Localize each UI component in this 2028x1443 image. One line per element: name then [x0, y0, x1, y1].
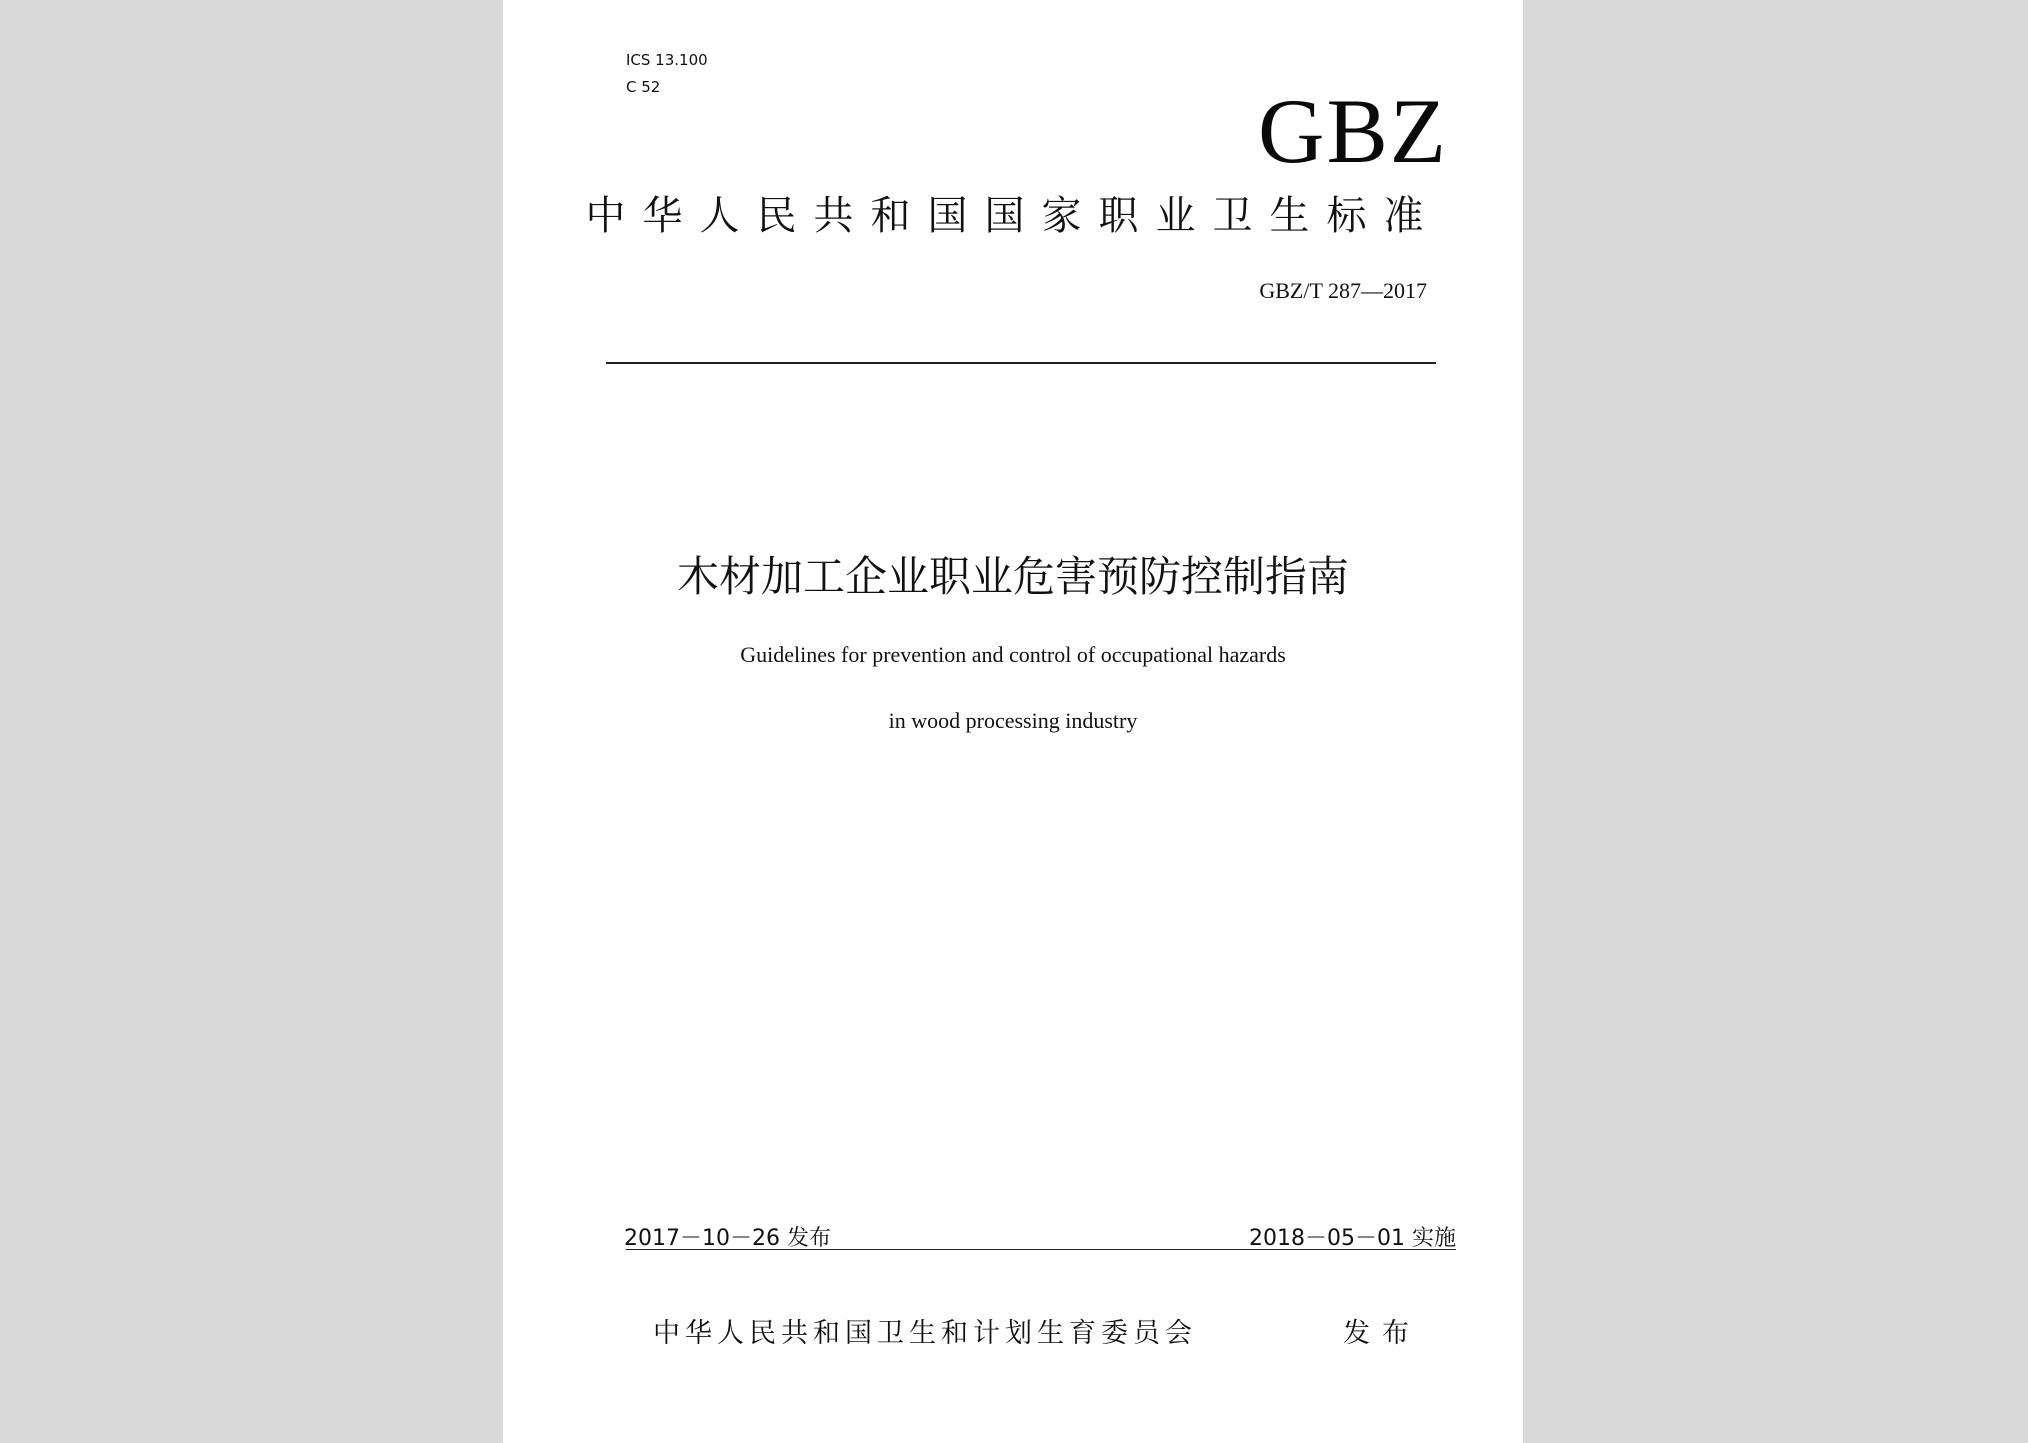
implementation-date: 2018－05－01 实施: [1249, 1226, 1456, 1251]
standard-number: GBZ/T 287—2017: [1259, 278, 1427, 303]
footer-divider: [626, 1249, 1456, 1250]
issue-label: 发布: [1343, 1318, 1421, 1349]
ccs-code: C 52: [626, 78, 661, 96]
document-page: [503, 0, 1523, 1443]
gbz-logo: GBZ: [1258, 80, 1448, 182]
publisher-name: 中华人民共和国卫生和计划生育委员会: [653, 1318, 1197, 1349]
ics-code: ICS 13.100: [626, 51, 708, 69]
header-divider: [606, 362, 1436, 364]
document-title-en-line2: in wood processing industry: [888, 708, 1138, 733]
issue-date: 2017－10－26 发布: [624, 1226, 831, 1251]
organization-title: 中华人民共和国国家职业卫生标准: [585, 193, 1441, 239]
document-title-zh: 木材加工企业职业危害预防控制指南: [676, 552, 1349, 601]
document-title-en-line1: Guidelines for prevention and control of occupational hazards: [740, 642, 1286, 667]
